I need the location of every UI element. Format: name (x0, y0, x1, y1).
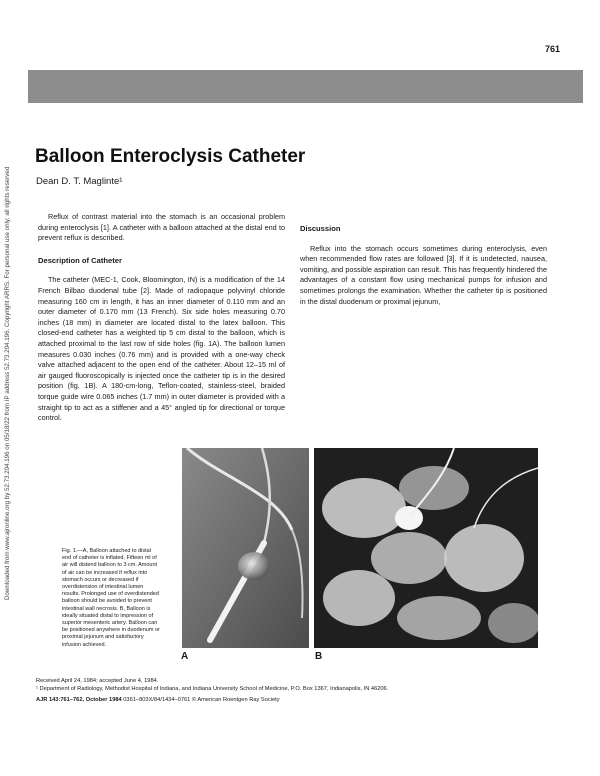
intro-paragraph: Reflux of contrast material into the stomach is an occasional problem during enteroclysis [1]. A catheter with a balloon attached at the distal end to prevent reflux is described. (38, 212, 285, 243)
page-number: 761 (544, 44, 560, 54)
journal-citation-bold: AJR 143:761–762, October 1984 (36, 697, 122, 704)
journal-citation (36, 697, 576, 705)
section-heading-description: Description of Catheter (38, 255, 122, 265)
balloon-catheter-photo (182, 448, 309, 648)
description-paragraph: The catheter (MEC-1, Cook, Bloomington, IN) is a modification of the 14 French Bilbao duodenal tube [2]. Made of radiopaque polyvinyl chloride measuring 160 cm in length, it has an inner diameter of 0.110 mm and an outer diameter of 0.170 mm (13 French). Six side holes measuring 0.70 inches (18 mm) in diameter are located distal to the latex balloon. This closed-end catheter has a weighted tip 5 cm distal to the balloon, which is attached proximal to the last row of side holes (fig. 1A). The balloon lumen measures 0.030 inches (0.76 mm) and is provided with a one-way check valve attached adjacent to the open end of the catheter. About 12–15 ml of air gauged fluoroscopically is injected once the catheter tip is in the desired position (fig. 1B). A 180-cm-long, Teflon-coated, stainless-steel, braided torque guide wire 0.065 inches (1.7 mm) in outer diameter is provided with a straight tip to act as a stiffener and a 45° angled tip for directional or torque control. (38, 275, 285, 423)
panel-label-b: B (315, 651, 323, 662)
radiograph-photo (314, 448, 538, 648)
left-column (38, 212, 285, 431)
section-heading-discussion: Discussion (300, 224, 341, 233)
journal-citation-rest: 0361–803X/84/1434–0761 © American Roentgen Ray Society (121, 697, 280, 704)
received-note: Received April 24, 1984; accepted June 4, 1984. (36, 678, 159, 684)
footnotes (36, 678, 576, 705)
discussion-paragraph: Reflux into the stomach occurs sometimes during enteroclysis, even when recommended flow rates are followed [3]. If it is undetected, nausea, vomiting, and possible aspiration can result. This has frequently hindered the advantages of a constant flow using mechanical pumps for infusion and sometimes prolongs the examination. Whether the catheter tip is positioned in the distal duodenum or proximal jejunum, (300, 243, 547, 306)
figure-caption: Fig. 1.—A, Balloon attached to distal end of catheter is inflated. Fifteen ml of air will distend balloon to 3 cm. Amount of air can be increased if reflux into stomach occurs or decreased if overdistension of intestinal lumen results. Prolonged use of overdistended balloon should be avoided to prevent intestinal wall necrosis. B, Balloon is ideally situated distal to impression of superior mesenteric artery. Balloon can be positioned anywhere in duodenum or proximal jejunum and satisfactory infusion achieved. (62, 548, 160, 648)
figure-photo-a (182, 448, 309, 648)
affiliation-note: ¹ Department of Radiology, Methodist Hospital of Indiana, and Indiana University School of Medicine, P.O. Box 1367, Indianapolis, IN 46206. (36, 685, 389, 692)
figure-photo-b (314, 448, 538, 648)
panel-label-a: A (181, 651, 189, 662)
article-title: Balloon Enteroclysis Catheter (35, 146, 306, 167)
download-notice: Downloaded from www.ajronline.org by 52.73.204.196 on 05/18/22 from IP address 52.73.204.196. Copyright ARRS. For personal use only; all rights reserved (4, 166, 11, 600)
article-author: Dean D. T. Maglinte¹ (36, 176, 123, 187)
right-column (300, 212, 547, 314)
header-band (28, 70, 583, 103)
